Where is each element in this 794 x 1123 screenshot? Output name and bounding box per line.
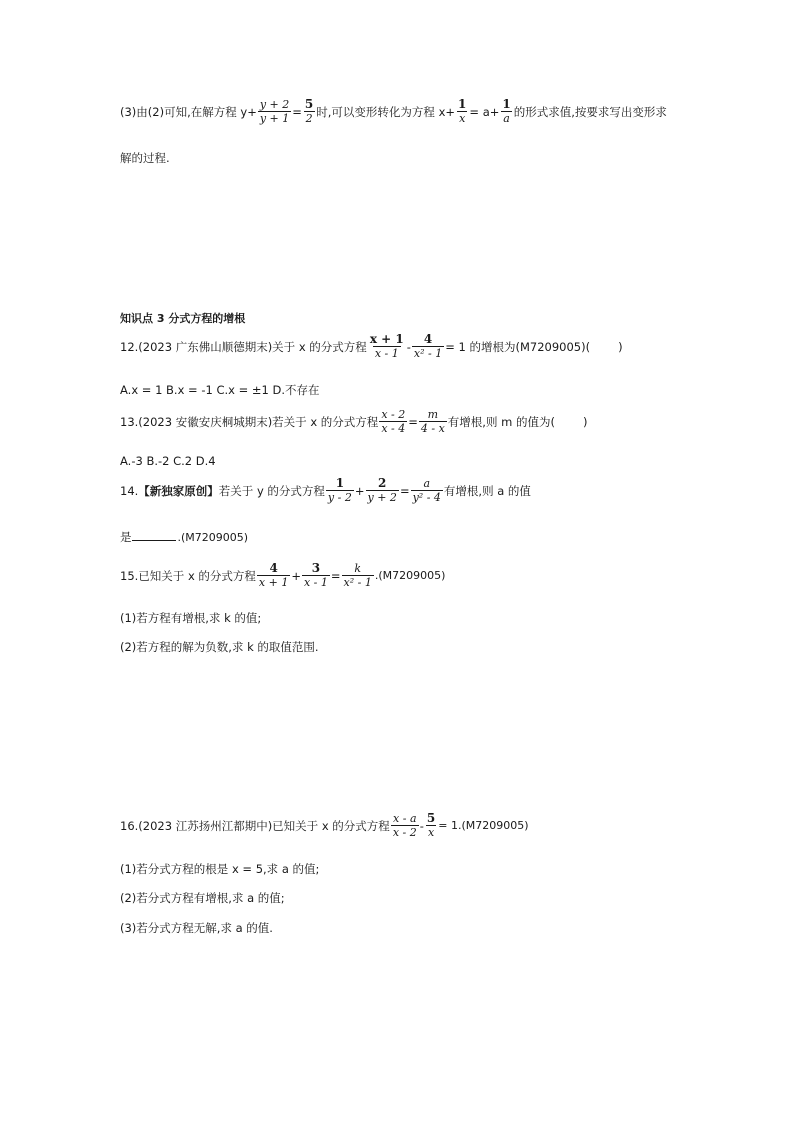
q13-prefix: 13.(2023 安徽安庆桐城期末)若关于 x 的分式方程	[120, 414, 379, 429]
q16-part3: (3)若分式方程无解,求 a 的值.	[120, 921, 273, 935]
q12-prefix: 12.(2023 广东佛山顺德期末)关于 x 的分式方程	[120, 339, 367, 354]
q15-frac1: $\frac{4}{x + 1}$	[258, 561, 289, 589]
q16-frac2: $\frac{5}{x}$	[426, 811, 436, 839]
q3-eq: =	[292, 104, 302, 119]
q3-frac3: $\frac{1}{x}$	[458, 97, 467, 125]
q3-suffix: 的形式求值,按要求写出变形求	[513, 104, 667, 119]
q12-options: A.x = 1 B.x = -1 C.x = ±1 D.不存在	[120, 383, 320, 397]
q15-prefix: 15.已知关于 x 的分式方程	[120, 568, 256, 583]
q14-line2-prefix: 是	[120, 530, 132, 544]
q15-part2: (2)若方程的解为负数,求 k 的取值范围.	[120, 640, 319, 654]
q3-prefix: (3)由(2)可知,在解方程 y+	[120, 104, 257, 119]
q16-minus: -	[419, 818, 424, 833]
q16-stem	[120, 812, 529, 839]
q14-suffix: 有增根,则 a 的值	[443, 483, 531, 498]
q13-stem	[120, 408, 587, 435]
q13-frac2: $\frac{m}{4 - x}$	[420, 408, 445, 435]
q14-frac3: $\frac{a}{\text{y² - 4}}$	[412, 477, 441, 504]
q13-close-paren: )	[582, 414, 588, 429]
q12-stem	[120, 333, 623, 360]
q3-mid: 时,可以变形转化为方程 x+	[316, 104, 456, 119]
q14-frac2: $\frac{2}{y + 2}$	[367, 476, 397, 504]
q13-eq: =	[408, 414, 418, 429]
q14-tag: 【新独家原创】	[138, 483, 219, 498]
q15-suffix: .(M7209005)	[374, 568, 446, 582]
q15-part1: (1)若方程有增根,求 k 的值;	[120, 611, 262, 625]
q3-frac1: $\frac{y + 2}{y + 1}$	[259, 98, 290, 125]
q14-answer-blank[interactable]	[132, 528, 176, 541]
q14-plus: +	[354, 483, 365, 498]
q3-eq2: = a+	[469, 104, 500, 119]
q15-frac3: $\frac{k}{\text{x² - 1}}$	[343, 562, 372, 589]
q3-line2: 解的过程.	[120, 151, 170, 165]
q14-prefix: 14.	[120, 483, 139, 498]
q15-eq: =	[330, 568, 341, 583]
q3-frac4: $\frac{1}{a}$	[502, 97, 511, 125]
q14-line2-suffix: .(M7209005)	[177, 531, 249, 544]
q14-text: 若关于 y 的分式方程	[218, 483, 325, 498]
q13-suffix: 有增根,则 m 的值为(	[447, 414, 555, 429]
q12-close-paren: )	[618, 339, 623, 354]
q14-stem	[120, 477, 531, 504]
q16-prefix: 16.(2023 江苏扬州江都期中)已知关于 x 的分式方程	[120, 818, 390, 833]
q13-frac1: $\frac{x - 2}{x - 4}$	[381, 408, 406, 435]
q14-frac1: $\frac{1}{y - 2}$	[327, 476, 352, 504]
section-title: 知识点 3 分式方程的增根	[120, 312, 246, 325]
q12-suffix: = 1 的增根为(M7209005)(	[445, 339, 591, 354]
q12-frac1: $\frac{x + 1}{x - 1}$	[369, 332, 404, 360]
q14-line2	[120, 528, 248, 546]
q16-suffix: = 1.(M7209005)	[438, 818, 529, 832]
q12-frac2: $\frac{4}{\text{x² - 1}}$	[413, 332, 443, 360]
q12-minus: -	[406, 339, 411, 354]
q13-options: A.-3 B.-2 C.2 D.4	[120, 454, 216, 468]
q16-part2: (2)若分式方程有增根,求 a 的值;	[120, 891, 285, 905]
q15-frac2: $\frac{3}{x - 1}$	[303, 561, 328, 589]
q14-eq: =	[399, 483, 410, 498]
q15-stem	[120, 562, 445, 589]
q15-plus: +	[291, 568, 301, 583]
q3-frac2: $\frac{5}{2}$	[304, 97, 314, 125]
q16-frac1: $\frac{x - a}{x - 2}$	[392, 812, 417, 839]
q16-part1: (1)若分式方程的根是 x = 5,求 a 的值;	[120, 862, 320, 876]
q3-line1	[120, 98, 667, 125]
